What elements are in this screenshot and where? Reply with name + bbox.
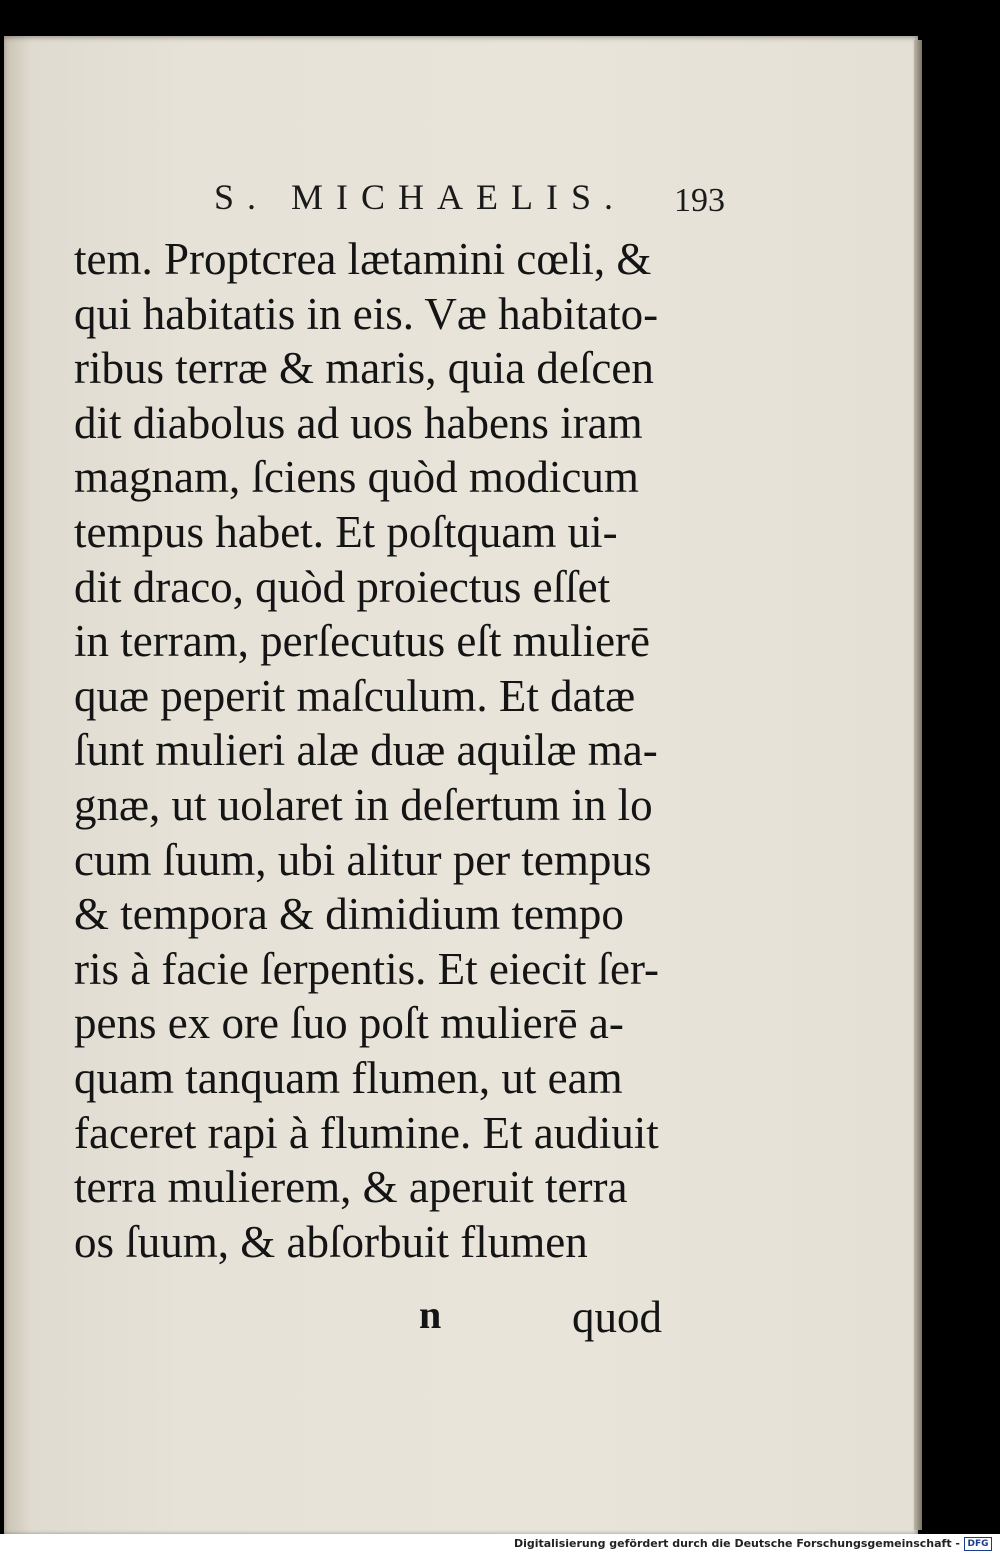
text-line: os ſuum, & abſorbuit flumen bbox=[74, 1216, 588, 1267]
text-line: tem. Proptcrea lætamini cœli, & bbox=[74, 234, 652, 284]
page-footer bbox=[4, 1291, 918, 1351]
text-line: quam tanquam flumen, ut eam bbox=[74, 1052, 623, 1103]
text-line: ris à facie ſerpentis. Et eiecit ſer- bbox=[74, 943, 660, 994]
text-line: qui habitatis in eis. Væ habitato- bbox=[74, 288, 659, 339]
catchword: quod bbox=[572, 1292, 662, 1342]
text-line: pens ex ore ſuo poſt mulierē a- bbox=[74, 998, 624, 1049]
text-line: tempus habet. Et poſtquam ui- bbox=[74, 506, 618, 557]
signature-mark: n bbox=[419, 1292, 442, 1337]
credit-bar bbox=[0, 1534, 1000, 1555]
text-line: ribus terræ & maris, quia deſcen bbox=[74, 343, 654, 394]
text-line: quæ peperit maſculum. Et datæ bbox=[74, 670, 636, 721]
text-line: in terram, perſecutus eſt mulierē bbox=[74, 616, 651, 667]
text-line: & tempora & dimidium tempo bbox=[74, 889, 624, 940]
text-line: gnæ, ut uolaret in deſertum in lo bbox=[74, 779, 653, 830]
text-line: faceret rapi à flumine. Et audiuit bbox=[74, 1107, 659, 1158]
credit-text: Digitalisierung gefördert durch die Deutsche Forschungsgemeinschaft - bbox=[513, 1537, 960, 1550]
page-header bbox=[214, 176, 734, 226]
text-line: magnam, ſciens quòd modicum bbox=[74, 452, 639, 503]
body-text bbox=[74, 232, 724, 1269]
text-line: dit draco, quòd proiectus eſſet bbox=[74, 561, 611, 612]
page-number: 193 bbox=[674, 182, 725, 219]
running-head: S. MICHAELIS. bbox=[214, 177, 627, 217]
text-line: ſunt mulieri alæ duæ aquilæ ma- bbox=[74, 725, 658, 776]
text-line: dit diabolus ad uos habens iram bbox=[74, 397, 643, 448]
text-line: cum ſuum, ubi alitur per tempus bbox=[74, 834, 652, 885]
text-line: terra mulierem, & aperuit terra bbox=[74, 1162, 628, 1213]
dfg-logo-icon: DFG bbox=[964, 1537, 992, 1551]
book-page bbox=[4, 36, 918, 1534]
page-edge bbox=[914, 40, 922, 1530]
